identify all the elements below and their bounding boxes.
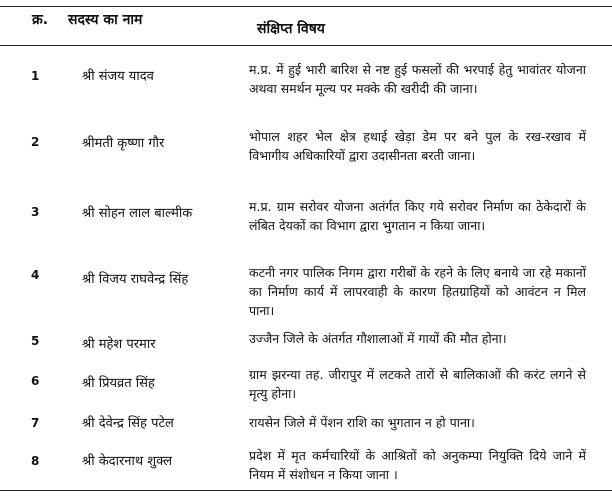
- header-bottom-rule: [0, 45, 612, 46]
- row-7-number: 7: [31, 416, 40, 430]
- row-5-member-name: श्री महेश परमार: [82, 337, 156, 352]
- header-member-name: सदस्य का नाम: [68, 12, 143, 28]
- row-2-number: 2: [31, 135, 40, 149]
- row-6-number: 6: [31, 374, 40, 388]
- row-8-number: 8: [31, 454, 40, 468]
- row-3-number: 3: [31, 205, 40, 219]
- row-1-number: 1: [31, 69, 40, 83]
- row-2-subject: भोपाल शहर भेल क्षेत्र हथाई खेड़ा डेम पर बने पुल के रख-रखाव में विभागीय अधिकारियों द्वारा उदासीनता बरती जाना।: [249, 129, 586, 163]
- header-brief-subject: संक्षिप्त विषय: [257, 21, 325, 37]
- row-6-member-name: श्री प्रियव्रत सिंह: [82, 376, 155, 391]
- table-bottom-rule: [0, 490, 612, 491]
- row-7-subject: रायसेन जिले में पेंशन राशि का भुगतान न हो पाना।: [249, 415, 475, 430]
- row-4-member-name: श्री विजय राघवेन्द्र सिंह: [82, 272, 189, 287]
- row-3-member-name: श्री सोहन लाल बाल्मीक: [82, 206, 193, 221]
- row-1-member-name: श्री संजय यादव: [82, 69, 154, 84]
- row-4-number: 4: [31, 268, 40, 282]
- row-1-subject: म.प्र. में हुई भारी बारिश से नष्ट हुई फसलों की भरपाई हेतु भावांतर योजना अथवा समर्थन मूल्य पर मक्के की खरीदी की जाना।: [249, 62, 586, 96]
- row-8-subject: प्रदेश में मृत कर्मचारियों के आश्रितों को अनुकम्पा नियुक्ति दिये जाने में नियम में संशोधन न किया जाना ।: [249, 448, 586, 482]
- row-8-member-name: श्री केदारनाथ शुक्ल: [82, 454, 173, 469]
- row-2-member-name: श्रीमती कृष्णा गौर: [82, 136, 165, 151]
- row-4-subject: कटनी नगर पालिक निगम द्वारा गरीबों के रहने के लिए बनाये जा रहे मकानों का निर्माण कार्य में लापरवाही के कारण हितग्राहियों को आवंटन न मिल पाना।: [249, 265, 586, 318]
- header-serial-number: क्र.: [32, 12, 49, 28]
- row-3-subject: म.प्र. ग्राम सरोवर योजना अतंर्गत किए गये सरोवर निर्माण का ठेकेदारों के लंबित देयकों का विभाग द्वारा भुगतान न किया जाना।: [249, 199, 586, 233]
- row-7-member-name: श्री देवेन्द्र सिंह पटेल: [82, 416, 174, 431]
- row-5-subject: उज्जैन जिले के अंतर्गत गौशालाओं में गायों की मौत होना।: [249, 331, 507, 346]
- row-6-subject: ग्राम झरन्या तह. जीरापुर में लटकते तारों से बालिकाओं की करंट लगने से मृत्यु होना।: [249, 367, 586, 401]
- row-5-number: 5: [31, 334, 40, 348]
- table-top-rule: [0, 6, 612, 7]
